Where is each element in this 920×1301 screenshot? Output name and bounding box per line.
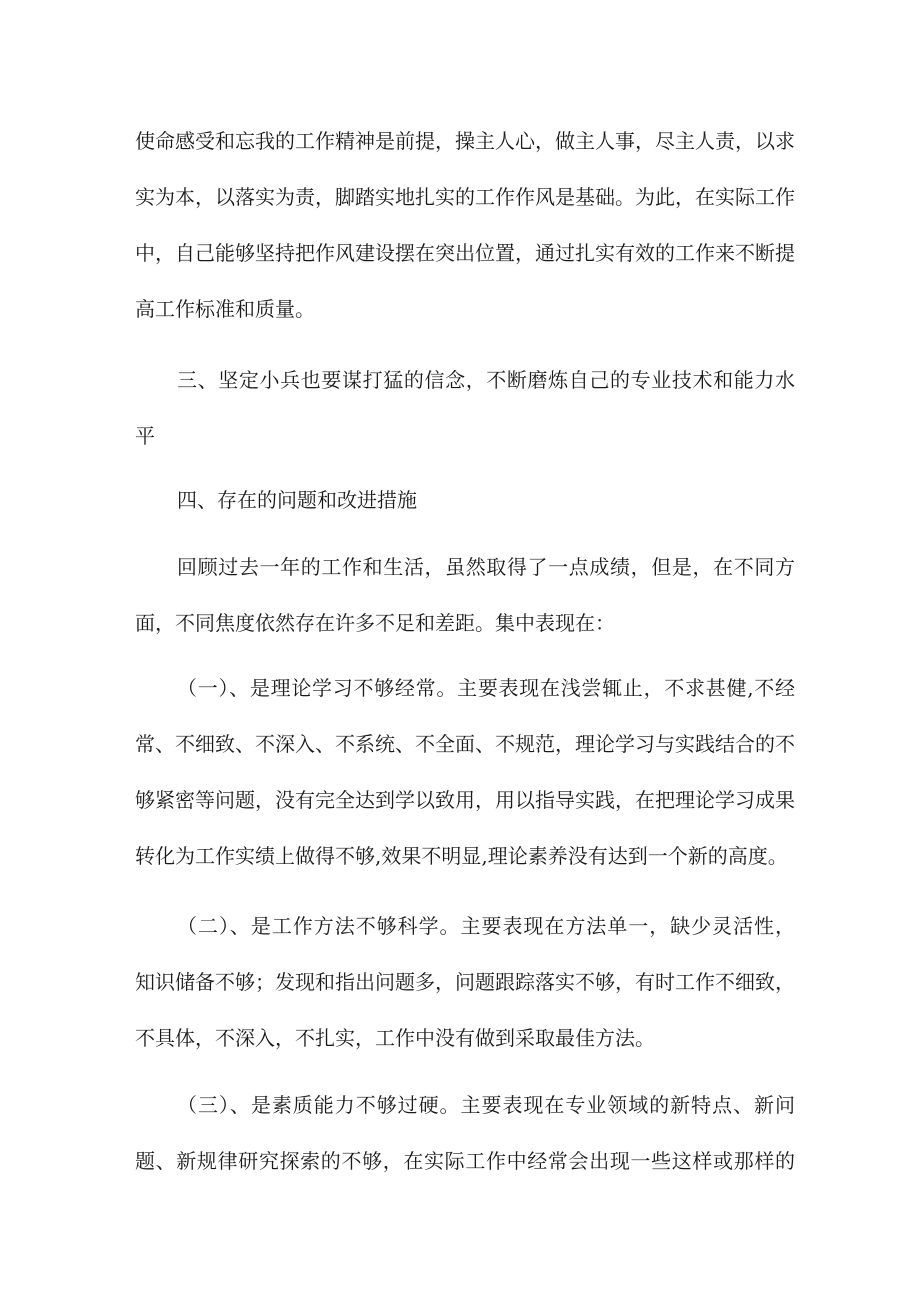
paragraph-continuation — [135, 113, 795, 337]
text-line: 不具体，不深入，不扎实，工作中没有做到采取最佳方法。 — [135, 1026, 655, 1050]
paragraph-item-two — [135, 898, 795, 1066]
text-line: （二）、是工作方法不够科学。主要表现在方法单一，缺少灵活性， — [177, 914, 795, 938]
paragraph-review — [135, 539, 795, 651]
text-line: （三）、是素质能力不够过硬。主要表现在专业领域的新特点、新问 — [177, 1093, 795, 1117]
text-line: 转化为工作实绩上做得不够,效果不明显,理论素养没有达到一个新的高度。 — [135, 844, 788, 868]
text-line: 知识储备不够；发现和指出问题多，问题跟踪落实不够，有时工作不细致， — [135, 970, 795, 994]
paragraph-item-three — [135, 1077, 795, 1189]
text-line: 中，自己能够坚持把作风建设摆在突出位置，通过扎实有效的工作来不断提 — [135, 241, 795, 265]
text-line: 常、不细致、不深入、不系统、不全面、不规范，理论学习与实践结合的不 — [135, 732, 795, 756]
text-line: 实为本，以落实为责，脚踏实地扎实的工作作风是基础。为此，在实际工作 — [135, 185, 795, 209]
text-line: 四、存在的问题和改进措施 — [177, 488, 417, 512]
text-line: （一）、是理论学习不够经常。主要表现在浅尝辄止，不求甚健,不经 — [177, 676, 795, 700]
paragraph-item-one — [135, 660, 795, 884]
section-heading-four — [135, 472, 795, 528]
text-line: 三、坚定小兵也要谋打猛的信念，不断磨炼自己的专业技术和能力水 — [177, 368, 795, 392]
section-heading-three — [135, 352, 795, 464]
text-line: 使命感受和忘我的工作精神是前提，操主人心，做主人事，尽主人责，以求 — [135, 129, 795, 153]
text-line: 面，不同焦度依然存在许多不足和差距。集中表现在： — [135, 611, 615, 635]
text-line: 高工作标准和质量。 — [135, 297, 315, 321]
text-line: 回顾过去一年的工作和生活，虽然取得了一点成绩，但是，在不同方 — [177, 555, 795, 579]
text-line: 够紧密等问题，没有完全达到学以致用，用以指导实践，在把理论学习成果 — [135, 788, 795, 812]
text-line: 题、新规律研究探索的不够，在实际工作中经常会出现一些这样或那样的 — [135, 1149, 795, 1173]
text-line: 平 — [135, 424, 155, 448]
